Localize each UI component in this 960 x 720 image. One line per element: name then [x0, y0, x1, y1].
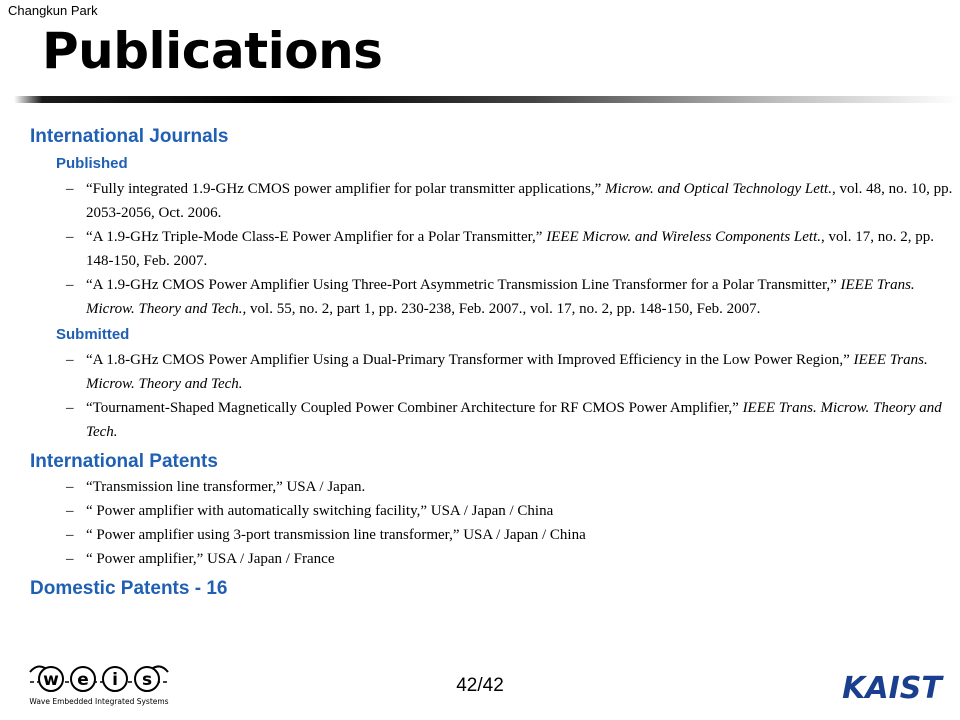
dash-bullet: –: [66, 400, 74, 416]
submitted-list: [30, 348, 955, 444]
subheading-published: Published: [56, 155, 128, 172]
publication-item: [30, 396, 955, 444]
page-number: 42/42: [456, 675, 504, 696]
patent-text: “Transmission line transformer,” USA / Japan.: [86, 479, 366, 495]
publication-item: [30, 273, 955, 321]
weis-letter-i: i: [112, 670, 118, 690]
publication-details: , vol. 17, no. 2, pp. 148-150, Feb. 2007.: [86, 229, 934, 269]
section-heading-patents: International Patents: [30, 451, 218, 472]
publication-title: “Tournament-Shaped Magnetically Coupled Power Combiner Architecture for RF CMOS Power Amplifier,”: [86, 400, 743, 416]
publication-item: [30, 177, 955, 225]
weis-letter-s: s: [141, 670, 153, 690]
dash-bullet: –: [66, 503, 74, 519]
patent-item: [30, 475, 955, 499]
dash-bullet: –: [66, 527, 74, 543]
publication-venue: Microw. and Optical Technology Lett.: [605, 181, 832, 197]
publication-details: vol. 55, no. 2, part 1, pp. 230-238, Feb. 2007., vol. 17, no. 2, pp. 148-150, Feb. 2007.: [246, 301, 761, 317]
publication-details: , vol. 48, no. 10, pp. 2053-2056, Oct. 2006.: [86, 181, 953, 221]
section-heading-domestic: Domestic Patents - 16: [30, 578, 228, 599]
author-name: Changkun Park: [8, 3, 98, 18]
publication-item: [30, 225, 955, 273]
published-list: [30, 177, 955, 321]
weis-letter-e: e: [77, 670, 89, 690]
publication-title: “A 1.9-GHz Triple-Mode Class-E Power Amplifier for a Polar Transmitter,”: [86, 229, 547, 245]
subheading-submitted: Submitted: [56, 326, 130, 343]
patent-item: [30, 499, 955, 523]
title-underline: [14, 96, 960, 103]
publication-venue: IEEE Trans. Microw. Theory and Tech.,: [86, 277, 915, 317]
patent-text: “ Power amplifier,” USA / Japan / France: [86, 551, 335, 567]
slide-content: [30, 124, 955, 602]
patent-item: [30, 523, 955, 547]
dash-bullet: –: [66, 181, 74, 197]
page-title: Publications: [42, 22, 383, 80]
patent-text: “ Power amplifier with automatically switching facility,” USA / Japan / China: [86, 503, 554, 519]
section-heading-journals: International Journals: [30, 126, 229, 147]
publication-title: “A 1.8-GHz CMOS Power Amplifier Using a Dual-Primary Transformer with Improved Efficiency in the Low Power Region,”: [86, 352, 854, 368]
dash-bullet: –: [66, 551, 74, 567]
kaist-logo-text: KAIST: [842, 671, 942, 706]
dash-bullet: –: [66, 277, 74, 293]
patent-list: [30, 475, 955, 571]
patent-item: [30, 547, 955, 571]
publication-venue: IEEE Trans. Microw. Theory and Tech.: [86, 352, 928, 392]
publication-venue: IEEE Trans. Microw. Theory and Tech.: [86, 400, 942, 440]
patent-text: “ Power amplifier using 3-port transmission line transformer,” USA / Japan / China: [86, 527, 586, 543]
weis-tagline: Wave Embedded Integrated Systems: [29, 697, 169, 706]
publication-title: “Fully integrated 1.9-GHz CMOS power amplifier for polar transmitter applications,”: [86, 181, 606, 197]
publication-item: [30, 348, 955, 396]
dash-bullet: –: [66, 479, 74, 495]
weis-letter-w: w: [43, 670, 59, 690]
publication-venue: IEEE Microw. and Wireless Components Lett.: [546, 229, 822, 245]
publication-title: “A 1.9-GHz CMOS Power Amplifier Using Three-Port Asymmetric Transmission Line Transformer for a Polar Transmitter,”: [86, 277, 841, 293]
kaist-logo: [842, 664, 942, 706]
dash-bullet: –: [66, 229, 74, 245]
dash-bullet: –: [66, 352, 74, 368]
